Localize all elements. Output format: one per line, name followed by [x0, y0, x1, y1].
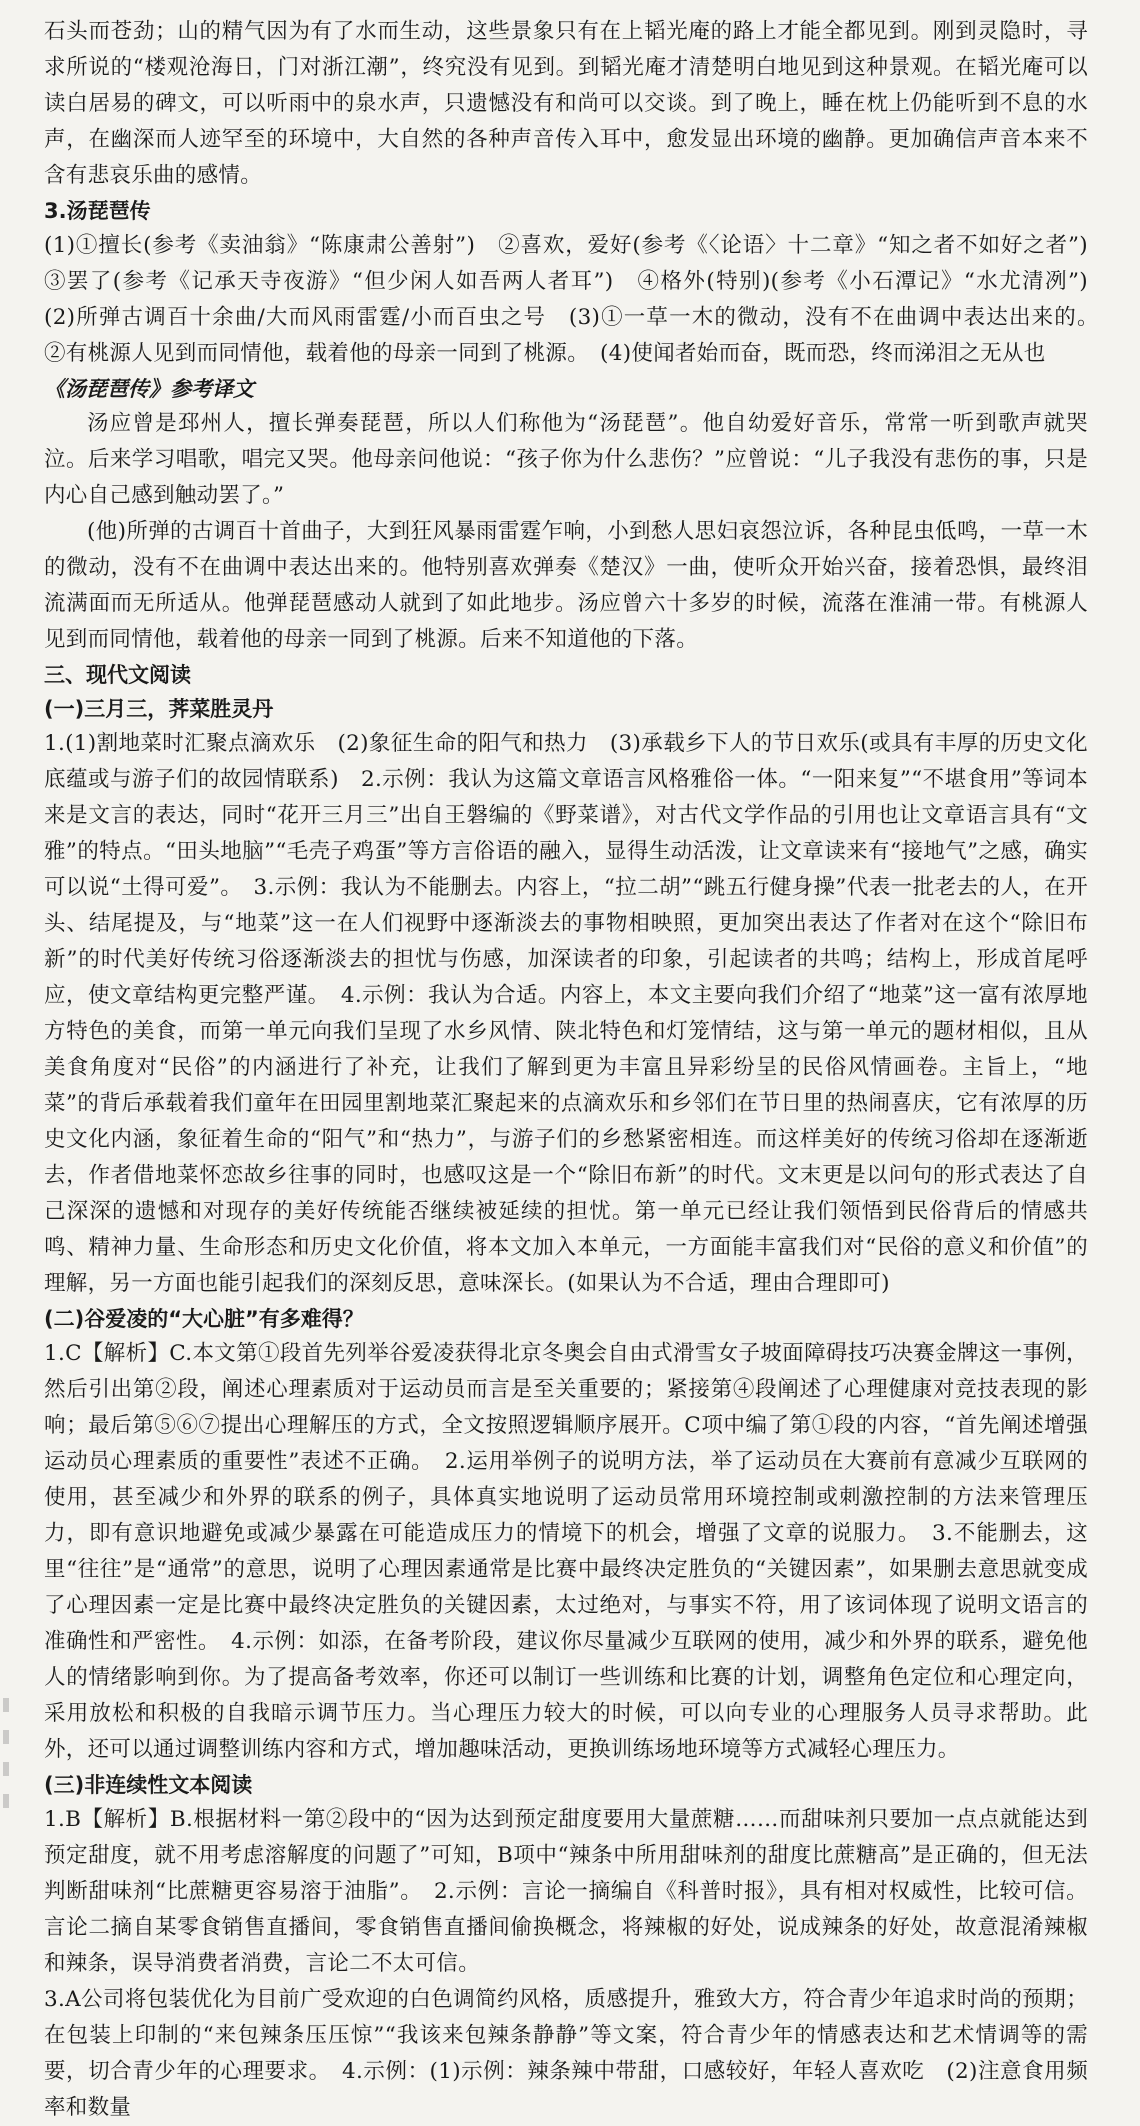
translation-heading: 《汤琵琶传》参考译文 [44, 377, 254, 401]
intro-paragraph: 石头而苍劲；山的精气因为有了水而生动，这些景象只有在上韬光庵的路上才能全都见到。刚到灵隐时，寻求所说的“楼观沧海日，门对浙江潮”，终究没有见到。到韬光庵才清楚明白地见到这种景观。在韬光庵可以读白居易的碑文，可以听雨中的泉水声，只遗憾没有和尚可以交谈。到了晚上，睡在枕上仍能听到不息的水声，在幽深而人迹罕至的环境中，大自然的各种声音传入耳中，愈发显出环境的幽静。更加确信声音本来不含有悲哀乐曲的感情。 [44, 19, 1088, 188]
translation-paragraph: 汤应曾是邳州人，擅长弹奏琵琶，所以人们称他为“汤琵琶”。他自幼爱好音乐，常常一听到歌声就哭泣。后来学习唱歌，唱完又哭。他母亲问他说：“孩子你为什么悲伤？”应曾说：“儿子我没有悲伤的事，只是内心自己感到触动罢了。” [44, 411, 1088, 508]
answer-paragraph: 3.A公司将包装优化为目前广受欢迎的白色调简约风格，质感提升，雅致大方，符合青少年追求时尚的预期；在包装上印制的“来包辣条压压惊”“我该来包辣条静静”等文案，符合青少年的情感表达和艺术情调等的需要，切合青少年的心理要求。 4.示例：(1)示例：辣条辣中带甜，口感较好，年轻人喜欢吃 (2)注意食用频率和数量 [44, 1987, 1088, 2120]
answer-paragraph: 1.C【解析】C.本文第①段首先列举谷爱凌获得北京冬奥会自由式滑雪女子坡面障碍技巧决赛金牌这一事例，然后引出第②段，阐述心理素质对于运动员而言是至关重要的；紧接第④段阐述了心理健康对竞技表现的影响；最后第⑤⑥⑦提出心理解压的方式，全文按照逻辑顺序展开。C项中编了第①段的内容，“首先阐述增强运动员心理素质的重要性”表述不正确。 2.运用举例子的说明方法，举了运动员在大赛前有意减少互联网的使用，甚至减少和外界的联系的例子，具体真实地说明了运动员常用环境控制或刺激控制的方法来管理压力，即有意识地避免或减少暴露在可能造成压力的情境下的机会，增强了文章的说服力。 3.不能删去，这里“往往”是“通常”的意思，说明了心理因素通常是比赛中最终决定胜负的“关键因素”，如果删去意思就变成了心理因素一定是比赛中最终决定胜负的关键因素，太过绝对，与事实不符，用了该词体现了说明文语言的准确性和严密性。 4.示例：如添，在备考阶段，建议你尽量减少互联网的使用，减少和外界的联系，避免他人的情绪影响到你。为了提高备考效率，你还可以制订一些训练和比赛的计划，调整角色定位和心理定向，采用放松和积极的自我暗示调节压力。当心理压力较大的时候，可以向专业的心理服务人员寻求帮助。此外，还可以通过调整训练内容和方式，增加趣味活动，更换训练场地环境等方式减轻心理压力。 [44, 1341, 1088, 1762]
subsection-heading: (一)三月三，荠菜胜灵丹 [44, 697, 274, 721]
subsection-heading: (二)谷爱凌的“大心脏”有多难得？ [44, 1307, 364, 1331]
margin-binding-marks [0, 1680, 14, 1808]
answer-paragraph: 1.B【解析】B.根据材料一第②段中的“因为达到预定甜度要用大量蔗糖……而甜味剂只要加一点点就能达到预定甜度，就不用考虑溶解度的问题了”可知，B项中“辣条中所用甜味剂的甜度比蔗糖高”是正确的，但无法判断甜味剂“比蔗糖更容易溶于油脂”。 2.示例：言论一摘编自《科普时报》，具有相对权威性，比较可信。言论二摘自某零食销售直播间，零食销售直播间偷换概念，将辣椒的好处，说成辣条的好处，故意混淆辣椒和辣条，误导消费者消费，言论二不太可信。 [44, 1807, 1088, 1976]
answer-paragraph: (1)①擅长(参考《卖油翁》“陈康肃公善射”) ②喜欢，爱好(参考《〈论语〉十二章》“知之者不如好之者”) ③罢了(参考《记承天寺夜游》“但少闲人如吾两人者耳”) ④格外(特别)(参考《小石潭记》“水尤清冽”) (2)所弹古调百十余曲/大而风雨雷霆/小而百虫之号 (3)①一草一木的微动，没有不在曲调中表达出来的。 ②有桃源人见到而同情他，载着他的母亲一同到了桃源。 (4)使闻者始而奋，既而恐，终而涕泪之无从也 [44, 233, 1110, 366]
binding-mark [3, 1698, 9, 1712]
section-heading: 3.汤琵琶传 [44, 199, 151, 223]
part-heading: 三、现代文阅读 [44, 663, 191, 687]
binding-mark [3, 1794, 9, 1808]
subsection-heading: (三)非连续性文本阅读 [44, 1773, 253, 1797]
answer-paragraph: 1.(1)割地菜时汇聚点滴欢乐 (2)象征生命的阳气和热力 (3)承载乡下人的节日欢乐(或具有丰厚的历史文化底蕴或与游子们的故园情联系) 2.示例：我认为这篇文章语言风格雅俗一体。“一阳来复”“不堪食用”等词本来是文言的表达，同时“花开三月三”出自王磐编的《野菜谱》，对古代文学作品的引用也让文章语言具有“文雅”的特点。“田头地脑”“毛壳子鸡蛋”等方言俗语的融入，显得生动活泼，让文章读来有“接地气”之感，确实可以说“土得可爱”。 3.示例：我认为不能删去。内容上，“拉二胡”“跳五行健身操”代表一批老去的人，在开头、结尾提及，与“地菜”这一在人们视野中逐渐淡去的事物相映照，更加突出表达了作者对在这个“除旧布新”的时代美好传统习俗逐渐淡去的担忧与伤感，加深读者的印象，引起读者的共鸣；结构上，形成首尾呼应，使文章结构更完整严谨。 4.示例：我认为合适。内容上，本文主要向我们介绍了“地菜”这一富有浓厚地方特色的美食，而第一单元向我们呈现了水乡风情、陕北特色和灯笼情结，这与第一单元的题材相似，且从美食角度对“民俗”的内涵进行了补充，让我们了解到更为丰富且异彩纷呈的民俗风情画卷。主旨上，“地菜”的背后承载着我们童年在田园里割地菜汇聚起来的点滴欢乐和乡邻们在节日里的热闹喜庆，它有浓厚的历史文化内涵，象征着生命的“阳气”和“热力”，与游子们的乡愁紧密相连。而这样美好的传统习俗却在逐渐逝去，作者借地菜怀恋故乡往事的同时，也感叹这是一个“除旧布新”的时代。文末更是以问句的形式表达了自己深深的遗憾和对现存的美好传统能否继续被延续的担忧。第一单元已经让我们领悟到民俗背后的情感共鸣、精神力量、生命形态和历史文化价值，将本文加入本单元，一方面能丰富我们对“民俗的意义和价值”的理解，另一方面也能引起我们的深刻反思，意味深长。(如果认为不合适，理由合理即可) [44, 731, 1088, 1296]
binding-mark [3, 1762, 9, 1776]
binding-mark [3, 1730, 9, 1744]
translation-paragraph: (他)所弹的古调百十首曲子，大到狂风暴雨雷霆乍响，小到愁人思妇哀怨泣诉，各种昆虫低鸣，一草一木的微动，没有不在曲调中表达出来的。他特别喜欢弹奏《楚汉》一曲，使听众开始兴奋，接着恐惧，最终泪流满面而无所适从。他弹琵琶感动人就到了如此地步。汤应曾六十多岁的时候，流落在淮浦一带。有桃源人见到而同情他，载着他的母亲一同到了桃源。后来不知道他的下落。 [44, 519, 1088, 652]
